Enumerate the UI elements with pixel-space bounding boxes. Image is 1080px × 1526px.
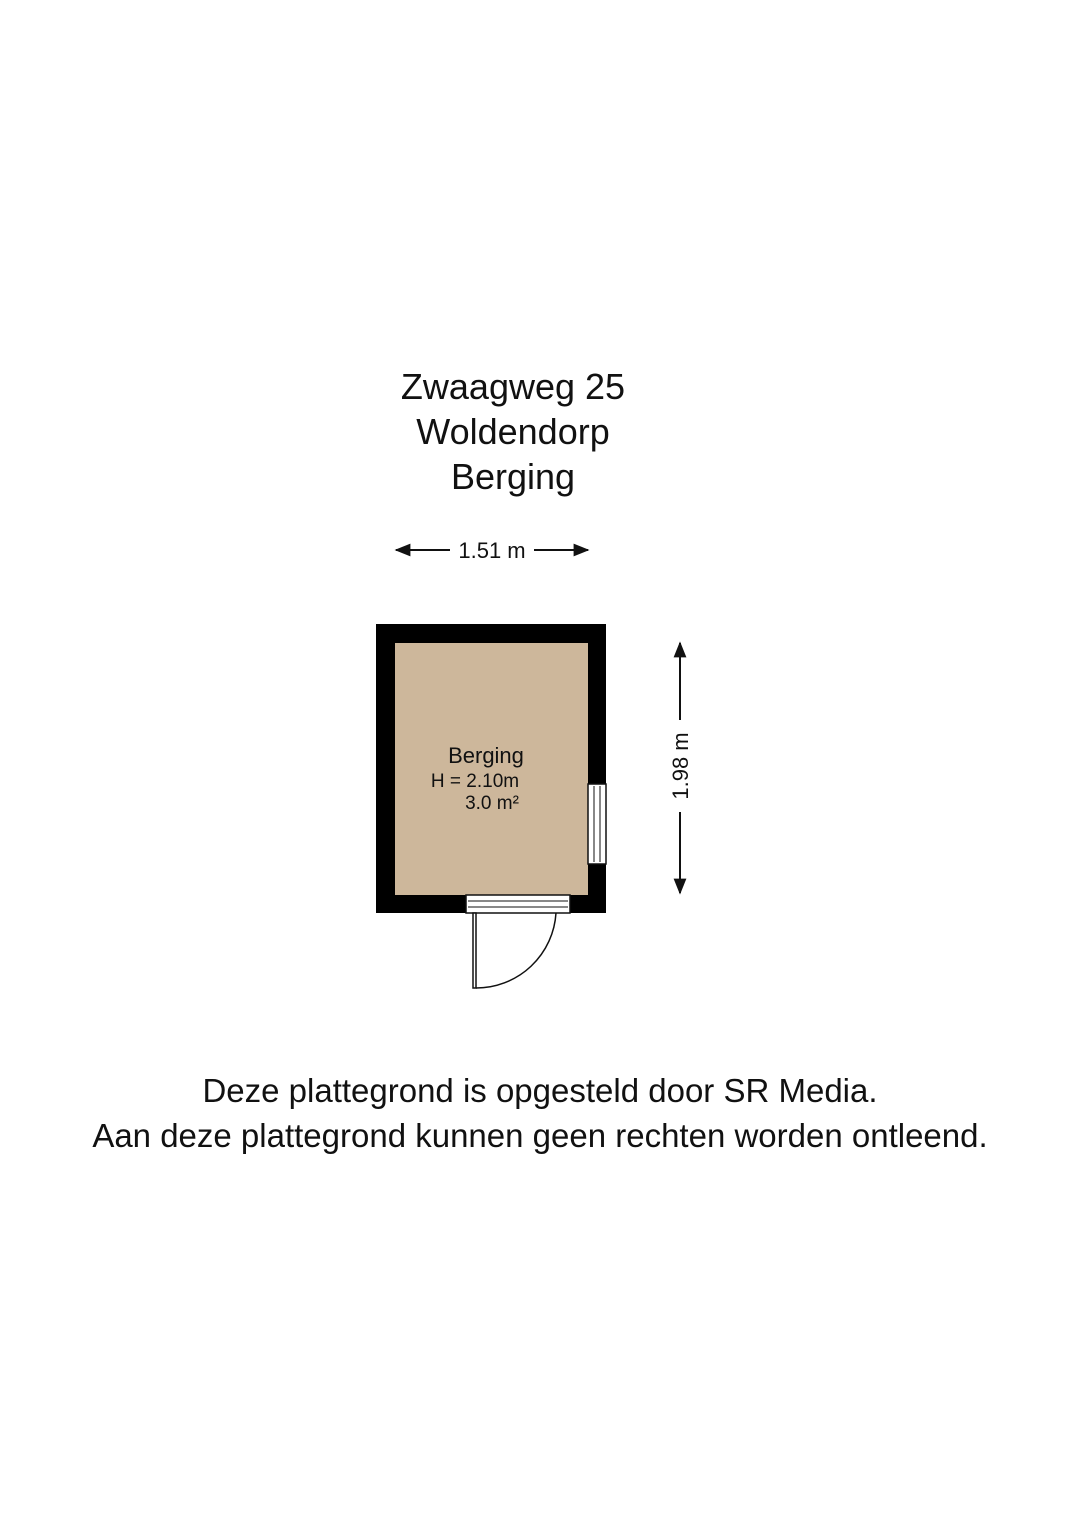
door-threshold (466, 895, 570, 913)
address-line: Zwaagweg 25 (400, 366, 626, 407)
window (588, 784, 606, 864)
width-dimension (396, 538, 588, 563)
door-leaf (473, 913, 476, 988)
room-floor (395, 643, 588, 895)
wall-left (376, 624, 395, 913)
city-line: Woldendorp (416, 411, 610, 452)
wall-top (376, 624, 606, 643)
disclaimer-line-1: Deze plattegrond is opgesteld door SR Media. (202, 1072, 878, 1109)
disclaimer-line-2: Aan deze plattegrond kunnen geen rechten worden ontleend. (92, 1117, 988, 1154)
disclaimer (0, 1068, 1080, 1158)
door-swing-arc (476, 913, 556, 988)
depth-dimension-label: 1.98 m (668, 732, 693, 800)
width-dimension-label: 1.51 m (458, 538, 526, 563)
depth-dimension (668, 643, 693, 893)
room-area: 3.0 m² (465, 793, 519, 814)
wall-bottom-left (376, 895, 466, 913)
window-frame (588, 784, 606, 864)
room-name: Berging (448, 743, 524, 768)
wall-right-lower-notch (570, 895, 606, 913)
room-height: H = 2.10m (430, 771, 520, 792)
floor-name: Berging (450, 456, 576, 497)
wall-right-upper (588, 624, 606, 784)
door (466, 895, 570, 988)
